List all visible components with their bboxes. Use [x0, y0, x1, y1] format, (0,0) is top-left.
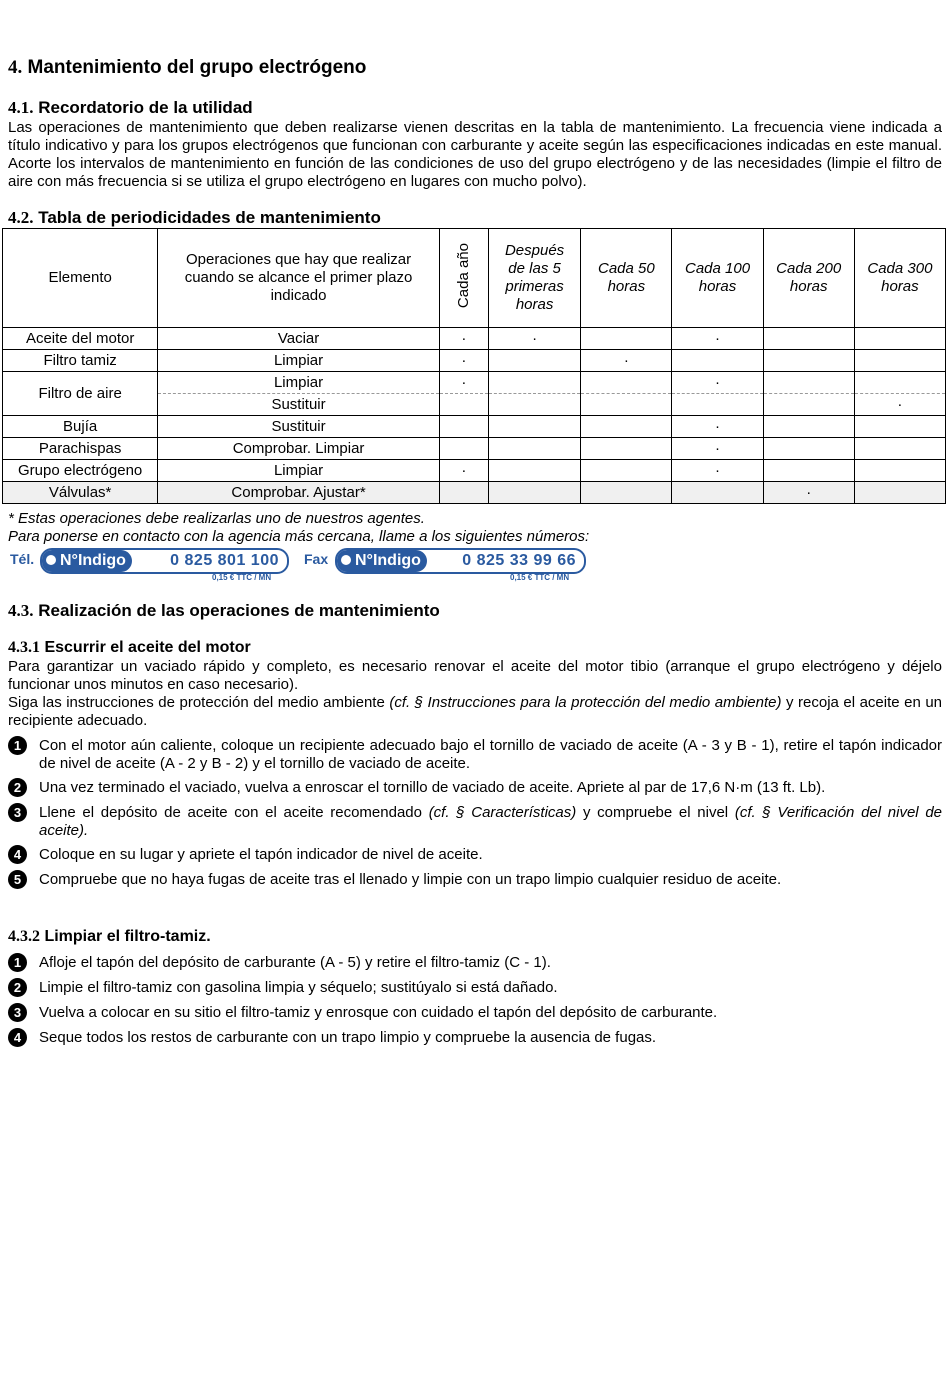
table-row [3, 372, 946, 394]
row-operation: Sustituir [158, 416, 440, 438]
table-header-row [3, 229, 946, 328]
list-item: 1 Con el motor aún caliente, coloque un recipiente adecuado bajo el tornillo de vaciado de aceite (A - 3 y B - 1), retire el tapón indicador de nivel de aceite (A - 2 y B - 2) y el tornillo de vaciado de aceite. [8, 737, 942, 773]
header-element: Elemento [3, 229, 158, 328]
list-item: 3 Llene el depósito de aceite con el aceite recomendado (cf. § Características) y compruebe el nivel (cf. § Verificación del nivel de aceite). [8, 804, 942, 840]
header-operations: Operaciones que hay que realizar cuando se alcance el primer plazo indicado [158, 229, 440, 328]
table-row [3, 350, 946, 372]
fax-indigo-pill [335, 548, 586, 574]
header-first-5-hours: Después de las 5 primeras horas [488, 229, 580, 328]
list-item: 4 Seque todos los restos de carburante con un trapo limpio y compruebe la ausencia de fugas. [8, 1029, 942, 1047]
header-200-hours: Cada 200 horas [763, 229, 854, 328]
mark-year: · [439, 460, 488, 482]
number-4-icon: 4 [8, 1028, 27, 1047]
section-4-2-heading: 4.2. Tabla de periodicidades de mantenimiento [8, 208, 381, 227]
table-row [3, 460, 946, 482]
section-4-1-heading: 4.1. Recordatorio de la utilidad [8, 98, 253, 117]
header-100-hours: Cada 100 horas [672, 229, 763, 328]
table-row [3, 416, 946, 438]
row-element: Grupo electrógeno [3, 460, 158, 482]
row-element: Filtro de aire [3, 372, 158, 416]
table-row [3, 438, 946, 460]
tel-indigo-pill [40, 548, 289, 574]
mark-year: · [439, 372, 488, 394]
number-2-icon: 2 [8, 978, 27, 997]
table-row [3, 482, 946, 504]
mark-200: · [763, 482, 854, 504]
number-3-icon: 3 [8, 803, 27, 822]
fax-number: 0 825 33 99 66 [462, 552, 576, 569]
row-element: Filtro tamiz [3, 350, 158, 372]
header-50-hours: Cada 50 horas [581, 229, 672, 328]
row-element: Aceite del motor [3, 328, 158, 350]
mark-50: · [581, 350, 672, 372]
strainer-steps [8, 954, 942, 1047]
row-operation: Limpiar [158, 372, 440, 394]
row-operation: Limpiar [158, 460, 440, 482]
section-4-3-1-heading: 4.3.1 Escurrir el aceite del motor [8, 639, 251, 656]
section-4-1-body: Las operaciones de mantenimiento que deben realizarse vienen descritas en la tabla de mantenimiento. La frecuencia viene indicada a título indicativo y para los grupos electrógenos que funcionan con carburante y aceite según las especificaciones indicadas en este manual. Acorte los intervalos de mantenimiento en función de las condiciones de uso del grupo electrógeno y de las necesidades (limpie el filtro de aire con más frecuencia si se utiliza el grupo electrógeno en lugares con mucho polvo). [8, 119, 942, 190]
row-operation: Comprobar. Limpiar [158, 438, 440, 460]
section-4-3-2-heading: 4.3.2 Limpiar el filtro-tamiz. [8, 928, 211, 945]
number-1-icon: 1 [8, 736, 27, 755]
row-element: Válvulas* [3, 482, 158, 504]
number-3-icon: 3 [8, 1003, 27, 1022]
mark-100: · [672, 460, 763, 482]
header-year: Cada año [439, 229, 488, 328]
tel-indigo-banner [10, 546, 310, 586]
section-4-3-1-intro: Para garantizar un vaciado rápido y completo, es necesario renovar el aceite del motor tibio (arranque el grupo electrógeno y déjelo funcionar unos minutos en caso necesario). [8, 658, 942, 693]
mark-100: · [672, 416, 763, 438]
maintenance-table [2, 228, 946, 504]
row-operation: Vaciar [158, 328, 440, 350]
table-footnote: * Estas operaciones debe realizarlas uno de nuestros agentes. [8, 510, 425, 527]
fax-label: Fax [304, 551, 329, 567]
section-4-3-heading: 4.3. Realización de las operaciones de mantenimiento [8, 601, 440, 620]
mark-year: · [439, 328, 488, 350]
indigo-logo: N°Indigo [337, 550, 427, 572]
oil-drain-steps [8, 737, 942, 889]
number-1-icon: 1 [8, 953, 27, 972]
indigo-logo: N°Indigo [42, 550, 132, 572]
mark-100: · [672, 328, 763, 350]
row-element: Parachispas [3, 438, 158, 460]
number-2-icon: 2 [8, 778, 27, 797]
list-item: 5 Compruebe que no haya fugas de aceite tras el llenado y limpie con un trapo limpio cualquier residuo de aceite. [8, 871, 942, 889]
list-item: 2 Limpie el filtro-tamiz con gasolina limpia y séquelo; sustitúyalo si está dañado. [8, 979, 942, 997]
contact-note: Para ponerse en contacto con la agencia más cercana, llame a los siguientes números: [8, 528, 590, 545]
tel-label: Tél. [10, 551, 35, 567]
section-4-heading: 4. Mantenimiento del grupo electrógeno [8, 57, 367, 78]
header-300-hours: Cada 300 horas [854, 229, 945, 328]
list-item: 2 Una vez terminado el vaciado, vuelva a enroscar el tornillo de vaciado de aceite. Apriete al par de 17,6 N·m (13 ft. Lb). [8, 779, 942, 797]
mark-100: · [672, 438, 763, 460]
tel-price: 0,15 € TTC / MN [212, 573, 272, 582]
list-item: 3 Vuelva a colocar en su sitio el filtro-tamiz y enrosque con cuidado el tapón del depósito de carburante. [8, 1004, 942, 1022]
row-element: Bujía [3, 416, 158, 438]
number-4-icon: 4 [8, 845, 27, 864]
row-operation: Limpiar [158, 350, 440, 372]
table-row [3, 328, 946, 350]
mark-first-5: · [488, 328, 580, 350]
mark-100: · [672, 372, 763, 394]
section-4-3-1-env: Siga las instrucciones de protección del medio ambiente (cf. § Instrucciones para la protección del medio ambiente) y recoja el aceite en un recipiente adecuado. [8, 694, 942, 729]
row-operation: Comprobar. Ajustar* [158, 482, 440, 504]
mark-300: · [854, 394, 945, 416]
row-operation: Sustituir [158, 394, 440, 416]
number-5-icon: 5 [8, 870, 27, 889]
tel-number: 0 825 801 100 [170, 552, 279, 569]
fax-indigo-banner [304, 546, 604, 586]
mark-year: · [439, 350, 488, 372]
list-item: 4 Coloque en su lugar y apriete el tapón indicador de nivel de aceite. [8, 846, 942, 864]
list-item: 1 Afloje el tapón del depósito de carburante (A - 5) y retire el filtro-tamiz (C - 1). [8, 954, 942, 972]
fax-price: 0,15 € TTC / MN [510, 573, 570, 582]
